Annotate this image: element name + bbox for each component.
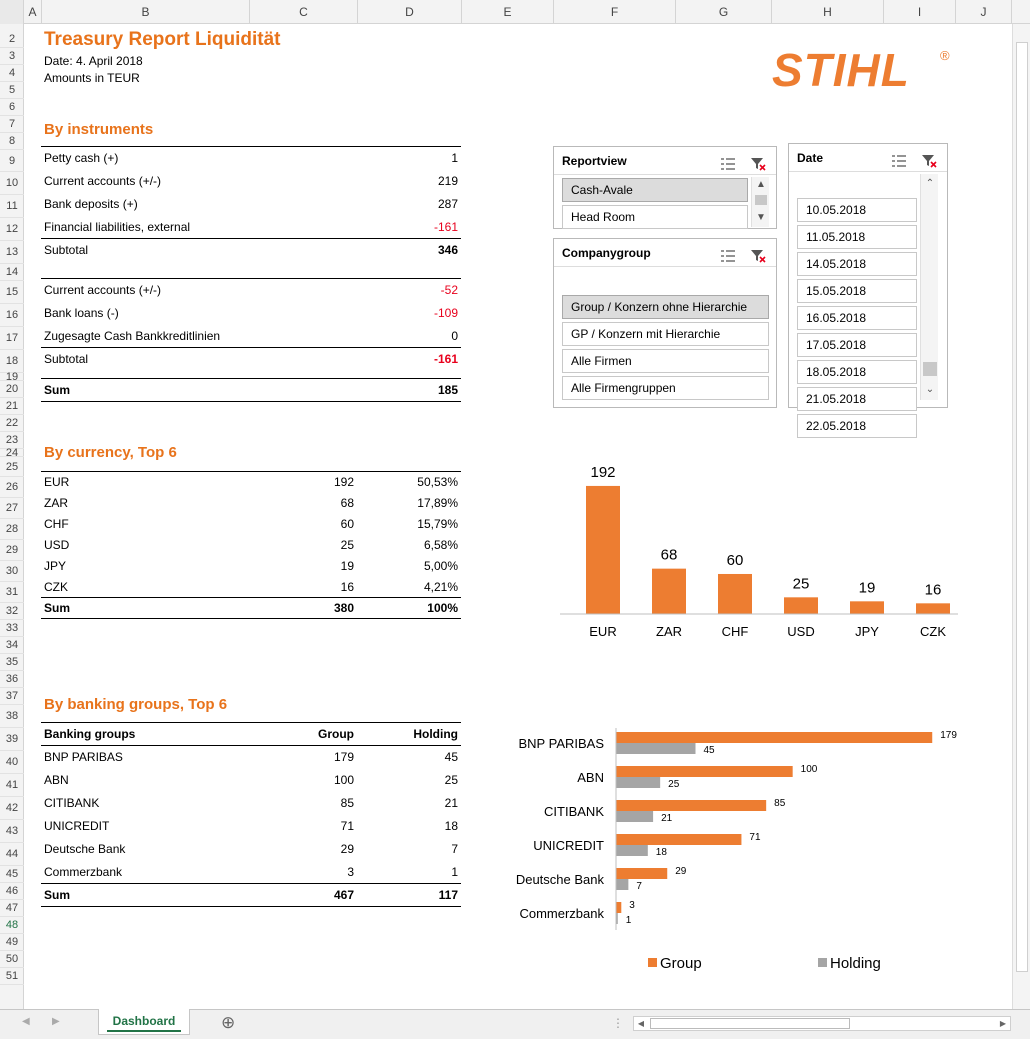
group-header: Group — [271, 723, 357, 746]
row-header-bar — [0, 24, 24, 1009]
instrument-value: 219 — [437, 174, 458, 188]
row-header-17[interactable]: 17 — [0, 327, 24, 350]
column-header-g[interactable]: G — [676, 0, 772, 24]
column-header-h[interactable]: H — [772, 0, 884, 24]
date-item[interactable]: 21.05.2018 — [797, 387, 917, 411]
companygroup-slicer-title: Companygroup — [562, 246, 651, 260]
row-header-27[interactable]: 27 — [0, 498, 24, 519]
sum-label: Sum — [41, 884, 271, 907]
instrument-row — [41, 279, 461, 302]
row-header-16[interactable]: 16 — [0, 304, 24, 327]
sum-row — [41, 379, 461, 402]
currency-axis-label: CHF — [721, 624, 749, 639]
group-bar-label: 29 — [675, 866, 687, 877]
bank-axis-label: CITIBANK — [544, 804, 604, 819]
group-bar-label: 71 — [749, 832, 761, 843]
sum-label: Sum — [41, 379, 381, 402]
currency-axis-label: CZK — [920, 624, 946, 639]
currency-row — [41, 556, 461, 577]
bank-row — [41, 746, 461, 769]
row-header-13[interactable]: 13 — [0, 241, 24, 264]
currency-bar-label: 192 — [590, 463, 616, 481]
sum-value: 185 — [381, 379, 461, 402]
row-header-18[interactable]: 18 — [0, 350, 24, 373]
bank-holding-value: 45 — [357, 746, 461, 769]
group-bar-label: 179 — [940, 730, 957, 741]
instrument-value: -161 — [433, 219, 458, 234]
sum-group: 467 — [271, 884, 357, 907]
bank-name: BNP PARIBAS — [41, 746, 271, 769]
holding-bar-label: 7 — [636, 881, 642, 892]
row-header-4[interactable]: 4 — [0, 65, 24, 82]
scroll-thumb[interactable] — [923, 362, 937, 376]
currency-code: ZAR — [44, 496, 68, 510]
currency-percent: 4,21% — [423, 579, 458, 594]
instrument-label: Bank deposits (+) — [44, 197, 138, 211]
worksheet[interactable] — [24, 24, 1012, 1009]
currency-row — [41, 535, 461, 556]
row-header-30[interactable]: 30 — [0, 561, 24, 582]
column-header-d[interactable]: D — [358, 0, 462, 24]
holding-bar — [616, 845, 648, 856]
row-header-33[interactable]: 33 — [0, 620, 24, 637]
holding-bar — [616, 743, 696, 754]
column-header-b[interactable]: B — [42, 0, 250, 24]
currency-heading: By currency, Top 6 — [44, 444, 177, 461]
bank-name: CITIBANK — [44, 796, 100, 810]
column-header-f[interactable]: F — [554, 0, 676, 24]
multi-select-icon[interactable] — [720, 245, 736, 259]
date-item[interactable]: 16.05.2018 — [797, 306, 917, 330]
currency-value: 16 — [340, 579, 354, 594]
spacer-row — [41, 262, 461, 279]
horizontal-scrollbar[interactable] — [633, 1016, 1011, 1031]
row-header-12[interactable]: 12 — [0, 218, 24, 241]
currency-bar-label: 68 — [660, 546, 678, 564]
vertical-scrollbar[interactable] — [1012, 24, 1030, 1009]
currency-row — [41, 514, 461, 535]
row-header-24[interactable]: 24 — [0, 449, 24, 457]
bank-holding-value: 25 — [444, 773, 458, 787]
legend-swatch — [648, 958, 657, 967]
sum-value: 380 — [271, 598, 357, 619]
row-header-11[interactable]: 11 — [0, 195, 24, 218]
currency-bar — [784, 597, 818, 614]
instrument-value: -109 — [433, 306, 458, 320]
row-header-21[interactable]: 21 — [0, 398, 24, 415]
subtotal-value: 346 — [381, 239, 461, 262]
row-header-23[interactable]: 23 — [0, 432, 24, 449]
companygroup-item[interactable]: Group / Konzern ohne Hierarchie — [562, 295, 769, 319]
bank-group-value: 71 — [340, 819, 354, 833]
companygroup-slicer-header — [554, 239, 776, 267]
currency-row — [41, 472, 461, 493]
instrument-row — [41, 147, 461, 170]
currency-table — [41, 471, 461, 619]
bank-holding-value: 7 — [451, 842, 458, 856]
date-slicer — [788, 143, 948, 433]
currency-bar — [850, 601, 884, 614]
row-header-9[interactable]: 9 — [0, 150, 24, 172]
group-bar — [616, 902, 621, 913]
row-header-39[interactable]: 39 — [0, 728, 24, 751]
row-header-5[interactable]: 5 — [0, 82, 24, 99]
currency-bar — [916, 603, 950, 614]
bank-row — [41, 792, 461, 815]
date-item[interactable]: 10.05.2018 — [797, 198, 917, 222]
horizontal-scroll-thumb[interactable] — [650, 1018, 850, 1029]
bank-row — [41, 838, 461, 861]
bank-holding-value: 1 — [451, 864, 458, 879]
group-bar — [616, 732, 932, 743]
bank-row — [41, 769, 461, 792]
row-header-28[interactable]: 28 — [0, 519, 24, 540]
row-header-38[interactable]: 38 — [0, 705, 24, 728]
vertical-scroll-thumb[interactable] — [1016, 42, 1028, 972]
reportview-slicer — [553, 146, 777, 229]
date-item[interactable]: 15.05.2018 — [797, 279, 917, 303]
bank-group-value: 29 — [340, 842, 354, 856]
column-header-c[interactable]: C — [250, 0, 358, 24]
instrument-value: -52 — [381, 279, 461, 302]
row-header-43[interactable]: 43 — [0, 820, 24, 843]
reportview-slicer-header — [554, 147, 776, 175]
currency-axis-label: ZAR — [656, 624, 682, 639]
currency-code: EUR — [41, 472, 271, 493]
split-handle-icon[interactable]: ⋮ — [612, 1016, 624, 1030]
row-header-35[interactable]: 35 — [0, 654, 24, 671]
row-header-48[interactable]: 48 — [0, 917, 24, 934]
holding-bar-label: 18 — [655, 847, 667, 858]
column-header-e[interactable]: E — [462, 0, 554, 24]
instrument-label: Zugesagte Cash Bankkreditlinien — [44, 328, 221, 343]
instrument-value: 287 — [437, 197, 458, 211]
scroll-up-icon[interactable]: ▲ — [756, 179, 766, 190]
row-header-2[interactable]: 2 — [0, 30, 24, 48]
row-header-37[interactable]: 37 — [0, 688, 24, 705]
add-sheet-icon[interactable]: ⊕ — [221, 1013, 236, 1032]
banking-table — [41, 722, 461, 907]
subtotal-row — [41, 239, 461, 262]
bank-name: UNICREDIT — [44, 819, 110, 833]
group-bar-label: 100 — [800, 764, 818, 775]
currency-bar-label: 19 — [858, 579, 876, 597]
scroll-up-icon[interactable]: ⌃ — [925, 178, 935, 189]
currency-axis-label: EUR — [589, 624, 617, 639]
sum-percent: 100% — [357, 598, 461, 619]
row-header-29[interactable]: 29 — [0, 540, 24, 561]
subtotal-value: -161 — [381, 348, 461, 371]
bank-row — [41, 815, 461, 838]
report-title: Treasury Report Liquidität — [44, 29, 281, 50]
instrument-label: Bank loans (-) — [44, 306, 119, 320]
column-header-j[interactable]: J — [956, 0, 1012, 24]
currency-value: 19 — [340, 559, 354, 573]
subtotal-label: Subtotal — [41, 239, 381, 262]
date-scrollbar[interactable] — [920, 174, 938, 400]
companygroup-item[interactable]: Alle Firmengruppen — [562, 376, 769, 400]
tab-scroll-right-icon[interactable]: ▶ — [52, 1016, 60, 1027]
bank-name: Deutsche Bank — [44, 842, 126, 856]
date-item[interactable]: 14.05.2018 — [797, 252, 917, 276]
date-item[interactable]: 11.05.2018 — [797, 225, 917, 249]
tab-dashboard[interactable]: Dashboard — [98, 1009, 190, 1035]
currency-code: CZK — [44, 579, 68, 594]
banking-groups-header: Banking groups — [41, 723, 271, 746]
row-header-36[interactable]: 36 — [0, 671, 24, 688]
currency-bar — [718, 574, 752, 614]
currency-bar-chart — [554, 454, 964, 654]
currency-bar-label: 16 — [924, 581, 942, 599]
holding-bar — [616, 811, 653, 822]
currency-bar — [652, 569, 686, 614]
reportview-item[interactable]: Cash-Avale — [562, 178, 748, 202]
currency-code: JPY — [44, 559, 67, 573]
multi-select-icon[interactable] — [720, 153, 736, 167]
group-bar — [616, 766, 793, 777]
bank-axis-label: Commerzbank — [519, 906, 604, 921]
instrument-label: Financial liabilities, external — [44, 219, 191, 234]
legend-label: Group — [660, 955, 702, 972]
row-header-40[interactable]: 40 — [0, 751, 24, 774]
date-item[interactable]: 17.05.2018 — [797, 333, 917, 357]
group-bar — [616, 834, 741, 845]
companygroup-item[interactable]: GP / Konzern mit Hierarchie — [562, 322, 769, 346]
report-date: Date: 4. April 2018 — [44, 54, 143, 68]
bank-group-value: 3 — [347, 864, 354, 879]
row-header-3[interactable]: 3 — [0, 48, 24, 65]
currency-value: 25 — [340, 538, 354, 552]
holding-header: Holding — [357, 723, 461, 746]
instrument-value: 1 — [381, 147, 461, 170]
row-header-8[interactable]: 8 — [0, 133, 24, 150]
row-header-50[interactable]: 50 — [0, 951, 24, 968]
legend-label: Holding — [830, 955, 881, 972]
currency-code: USD — [44, 538, 70, 552]
subtotal-label: Subtotal — [41, 348, 381, 371]
holding-bar — [616, 777, 660, 788]
currency-value: 60 — [340, 517, 354, 531]
column-header-a[interactable]: A — [24, 0, 42, 24]
currency-row — [41, 493, 461, 514]
group-bar — [616, 868, 667, 879]
bank-group-value: 179 — [271, 746, 357, 769]
bank-group-value: 85 — [340, 796, 354, 810]
row-header-7[interactable]: 7 — [0, 116, 24, 133]
row-header-46[interactable]: 46 — [0, 883, 24, 900]
bank-group-value: 100 — [333, 773, 354, 787]
multi-select-icon[interactable] — [891, 150, 907, 164]
companygroup-slicer — [553, 238, 777, 408]
bank-axis-label: UNICREDIT — [533, 838, 604, 853]
logo-text: STIHL — [772, 44, 910, 96]
column-header-i[interactable]: I — [884, 0, 956, 24]
currency-percent: 5,00% — [423, 559, 458, 573]
row-header-25[interactable]: 25 — [0, 457, 24, 477]
sum-row — [41, 598, 461, 619]
currency-value: 68 — [340, 496, 354, 510]
bank-axis-label: Deutsche Bank — [515, 872, 604, 887]
sum-holding: 117 — [357, 884, 461, 907]
legend-swatch — [818, 958, 827, 967]
row-header-44[interactable]: 44 — [0, 843, 24, 866]
date-item[interactable]: 22.05.2018 — [797, 414, 917, 438]
tab-scroll-left-icon[interactable]: ◀ — [22, 1016, 30, 1027]
group-bar-label: 3 — [629, 900, 635, 911]
row-header-51[interactable]: 51 — [0, 968, 24, 985]
logo-registered-mark: ® — [940, 48, 950, 63]
banking-bar-chart — [494, 694, 984, 984]
scroll-thumb[interactable] — [755, 195, 767, 205]
currency-value: 192 — [271, 472, 357, 493]
banking-header-row — [41, 723, 461, 746]
holding-bar-label: 1 — [625, 915, 632, 926]
row-header-20[interactable]: 20 — [0, 381, 24, 398]
bank-row — [41, 861, 461, 884]
row-header-31[interactable]: 31 — [0, 582, 24, 603]
instrument-label: Petty cash (+) — [41, 147, 381, 170]
reportview-scrollbar[interactable] — [751, 177, 769, 227]
scroll-right-icon[interactable]: ▶ — [999, 1019, 1007, 1028]
bank-axis-label: BNP PARIBAS — [518, 736, 604, 751]
row-header-15[interactable]: 15 — [0, 281, 24, 304]
currency-bar-label: 25 — [792, 575, 810, 593]
currency-row — [41, 577, 461, 598]
row-header-32[interactable]: 32 — [0, 603, 24, 620]
scroll-down-icon[interactable]: ⌄ — [925, 384, 935, 395]
currency-bar-label: 60 — [726, 551, 744, 569]
holding-bar-label: 45 — [703, 745, 715, 756]
row-header-42[interactable]: 42 — [0, 797, 24, 820]
subtotal-row — [41, 348, 461, 371]
bank-holding-value: 21 — [444, 796, 458, 810]
row-header-22[interactable]: 22 — [0, 415, 24, 432]
holding-bar-label: 25 — [668, 779, 680, 790]
currency-percent: 6,58% — [423, 538, 458, 552]
instruments-heading: By instruments — [44, 121, 154, 138]
currency-bar — [586, 486, 620, 614]
group-bar — [616, 800, 766, 811]
select-all-corner[interactable] — [0, 0, 24, 24]
row-header-6[interactable]: 6 — [0, 99, 24, 116]
clear-filter-icon[interactable] — [921, 150, 937, 164]
date-item[interactable]: 18.05.2018 — [797, 360, 917, 384]
currency-code: CHF — [44, 517, 69, 531]
holding-bar — [616, 879, 628, 890]
sheet-tab-bar — [0, 1009, 1030, 1039]
instrument-row — [41, 302, 461, 325]
instrument-row — [41, 170, 461, 193]
row-header-49[interactable]: 49 — [0, 934, 24, 951]
instrument-row — [41, 325, 461, 348]
row-header-19[interactable]: 19 — [0, 373, 24, 381]
sum-label: Sum — [41, 598, 271, 619]
bank-axis-label: ABN — [577, 770, 604, 785]
sum-row — [41, 884, 461, 907]
report-amounts-unit: Amounts in TEUR — [44, 71, 140, 85]
holding-bar-label: 21 — [661, 813, 673, 824]
reportview-item[interactable]: Head Room — [562, 205, 748, 229]
clear-filter-icon[interactable] — [750, 153, 766, 167]
date-slicer-header — [789, 144, 947, 172]
row-header-26[interactable]: 26 — [0, 477, 24, 498]
bank-holding-value: 18 — [444, 819, 458, 833]
currency-axis-label: USD — [787, 624, 815, 639]
row-header-10[interactable]: 10 — [0, 172, 24, 195]
instrument-row — [41, 216, 461, 239]
reportview-slicer-title: Reportview — [562, 154, 627, 168]
spacer-row — [41, 371, 461, 379]
scroll-down-icon[interactable]: ▼ — [756, 212, 766, 223]
instrument-label: Current accounts (+/-) — [44, 174, 162, 188]
banking-heading: By banking groups, Top 6 — [44, 696, 228, 713]
currency-axis-label: JPY — [855, 624, 879, 639]
row-header-34[interactable]: 34 — [0, 637, 24, 654]
row-header-45[interactable]: 45 — [0, 866, 24, 883]
date-slicer-title: Date — [797, 151, 824, 165]
companygroup-item[interactable]: Alle Firmen — [562, 349, 769, 373]
bank-name: ABN — [44, 773, 69, 787]
stihl-logo — [768, 38, 958, 98]
currency-percent: 15,79% — [417, 517, 458, 531]
group-bar-label: 85 — [774, 798, 786, 809]
row-header-14[interactable]: 14 — [0, 264, 24, 281]
currency-percent: 17,89% — [417, 496, 458, 510]
instruments-table — [41, 146, 461, 402]
instrument-value: 0 — [451, 328, 458, 343]
bank-name: Commerzbank — [44, 864, 123, 879]
row-header-47[interactable]: 47 — [0, 900, 24, 917]
currency-percent: 50,53% — [357, 472, 461, 493]
scroll-left-icon[interactable]: ◀ — [637, 1019, 645, 1028]
instrument-row — [41, 193, 461, 216]
clear-filter-icon[interactable] — [750, 245, 766, 259]
instrument-label: Current accounts (+/-) — [41, 279, 381, 302]
column-header-bar — [0, 0, 1030, 24]
row-header-41[interactable]: 41 — [0, 774, 24, 797]
